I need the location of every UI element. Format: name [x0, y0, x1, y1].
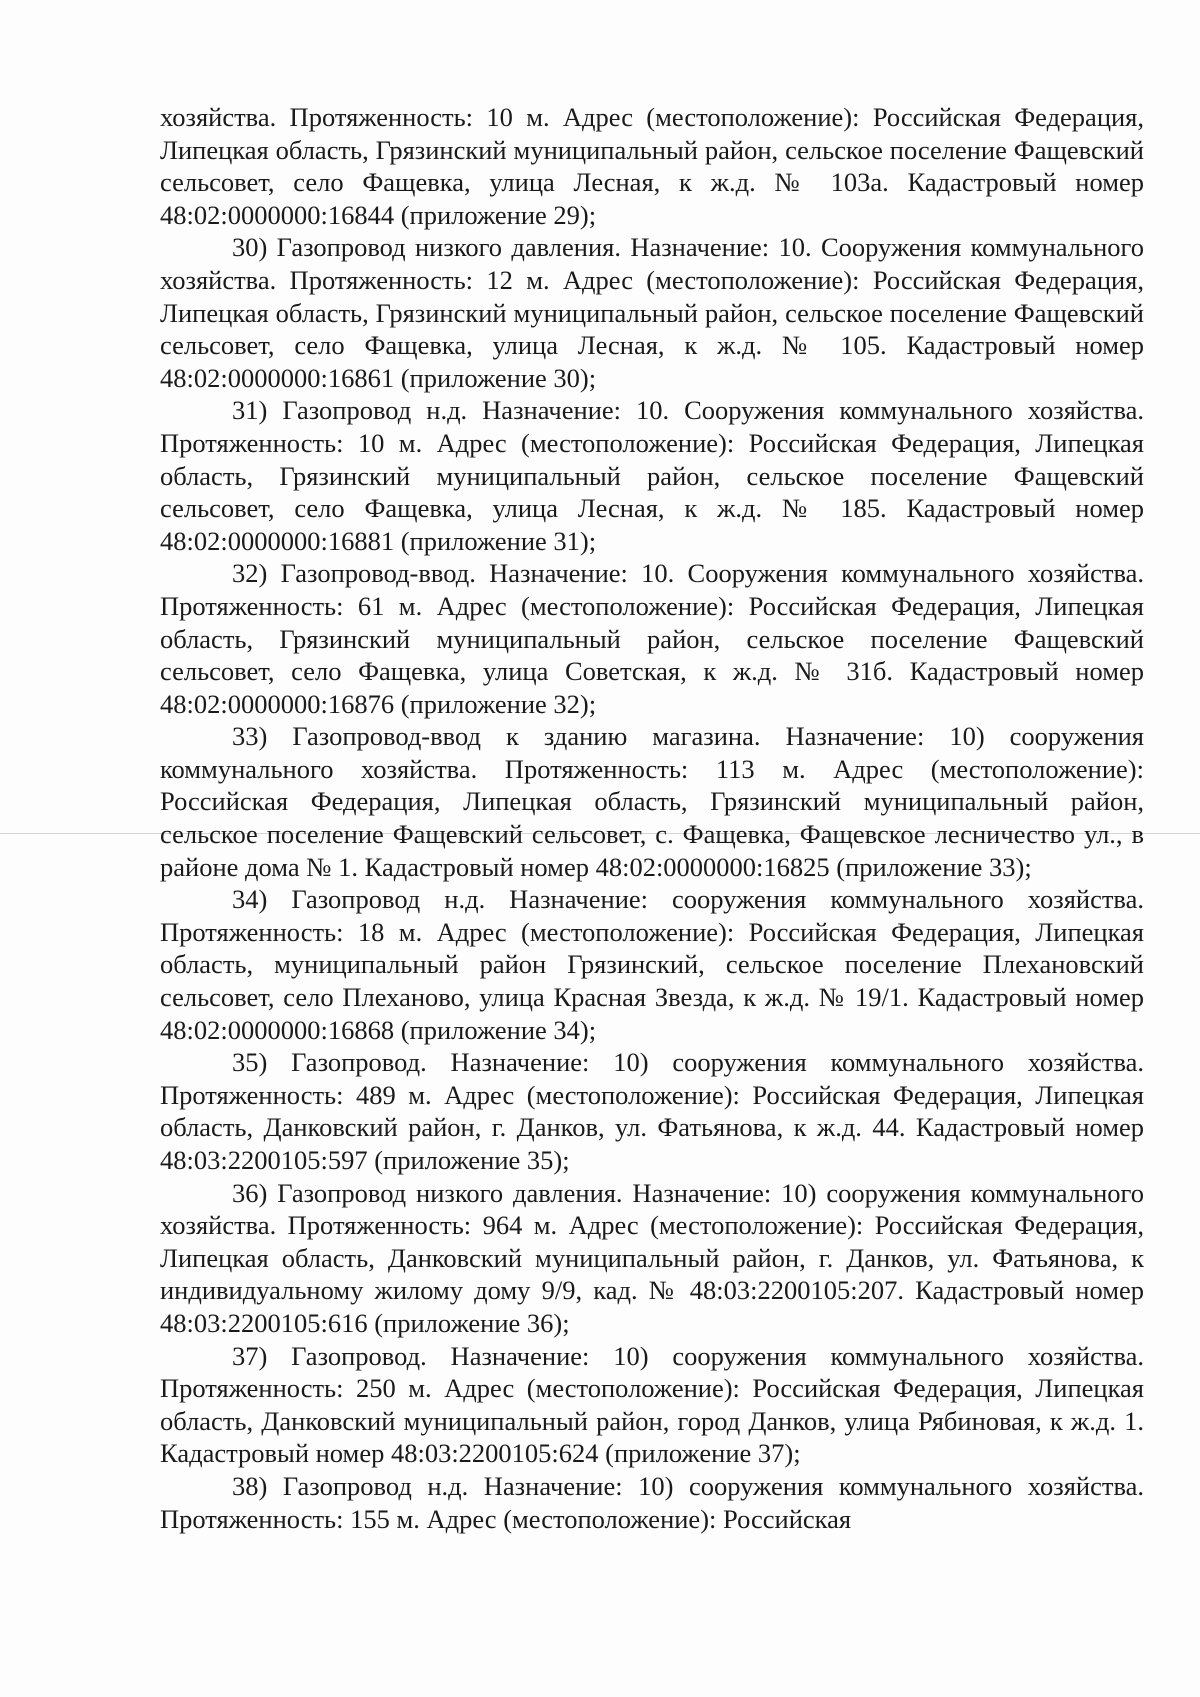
- paragraph-item-33: 33) Газопровод-ввод к зданию магазина. Назначение: 10) сооружения коммунального хозяйства. Протяженность: 113 м. Адрес (местоположение): Российская Федерация, Липецкая область, Грязинский муниципальный район, сельское поселение Фащевский сельсовет, с. Фащевка, Фащевское лесничество ул., в районе дома № 1. Кадастровый номер 48:02:0000000:16825 (приложение 33);: [160, 721, 1144, 882]
- paragraph-continuation-29: хозяйства. Протяженность: 10 м. Адрес (местоположение): Российская Федерация, Липецкая область, Грязинский муниципальный район, сельское поселение Фащевский сельсовет, село Фащевка, улица Лесная, к ж.д. № 103а. Кадастровый номер 48:02:0000000:16844 (приложение 29);: [160, 102, 1144, 230]
- paragraph-item-38: 38) Газопровод н.д. Назначение: 10) сооружения коммунального хозяйства. Протяженность: 155 м. Адрес (местоположение): Российская: [160, 1470, 1144, 1534]
- paragraph-item-34: 34) Газопровод н.д. Назначение: сооружения коммунального хозяйства. Протяженность: 18 м. Адрес (местоположение): Российская Федерация, Липецкая область, муниципальный район Грязинский, сельское поселение Плехановский сельсовет, село Плеханово, улица Красная Звезда, к ж.д. № 19/1. Кадастровый номер 48:02:0000000:16868 (приложение 34);: [160, 884, 1144, 1045]
- paragraph-item-30: 30) Газопровод низкого давления. Назначение: 10. Сооружения коммунального хозяйства. Протяженность: 12 м. Адрес (местоположение): Российская Федерация, Липецкая область, Грязинский муниципальный район, сельское поселение Фащевский сельсовет, село Фащевка, улица Лесная, к ж.д. № 105. Кадастровый номер 48:02:0000000:16861 (приложение 30);: [160, 232, 1144, 393]
- document-body: [160, 101, 1144, 1535]
- paragraph-item-31: 31) Газопровод н.д. Назначение: 10. Сооружения коммунального хозяйства. Протяженность: 10 м. Адрес (местоположение): Российская Федерация, Липецкая область, Грязинский муниципальный район, сельское поселение Фащевский сельсовет, село Фащевка, улица Лесная, к ж.д. № 185. Кадастровый номер 48:02:0000000:16881 (приложение 31);: [160, 395, 1144, 556]
- paragraph-item-35: 35) Газопровод. Назначение: 10) сооружения коммунального хозяйства. Протяженность: 489 м. Адрес (местоположение): Российская Федерация, Липецкая область, Данковский район, г. Данков, ул. Фатьянова, к ж.д. 44. Кадастровый номер 48:03:2200105:597 (приложение 35);: [160, 1047, 1144, 1175]
- paragraph-item-32: 32) Газопровод-ввод. Назначение: 10. Сооружения коммунального хозяйства. Протяженность: 61 м. Адрес (местоположение): Российская Федерация, Липецкая область, Грязинский муниципальный район, сельское поселение Фащевский сельсовет, село Фащевка, улица Советская, к ж.д. № 31б. Кадастровый номер 48:02:0000000:16876 (приложение 32);: [160, 558, 1144, 719]
- paragraph-item-36: 36) Газопровод низкого давления. Назначение: 10) сооружения коммунального хозяйства. Протяженность: 964 м. Адрес (местоположение): Российская Федерация, Липецкая область, Данковский муниципальный район, г. Данков, ул. Фатьянова, к индивидуальному жилому дому 9/9, кад. № 48:03:2200105:207. Кадастровый номер 48:03:2200105:616 (приложение 36);: [160, 1177, 1144, 1338]
- paragraph-item-37: 37) Газопровод. Назначение: 10) сооружения коммунального хозяйства. Протяженность: 250 м. Адрес (местоположение): Российская Федерация, Липецкая область, Данковский муниципальный район, город Данков, улица Рябиновая, к ж.д. 1. Кадастровый номер 48:03:2200105:624 (приложение 37);: [160, 1340, 1144, 1469]
